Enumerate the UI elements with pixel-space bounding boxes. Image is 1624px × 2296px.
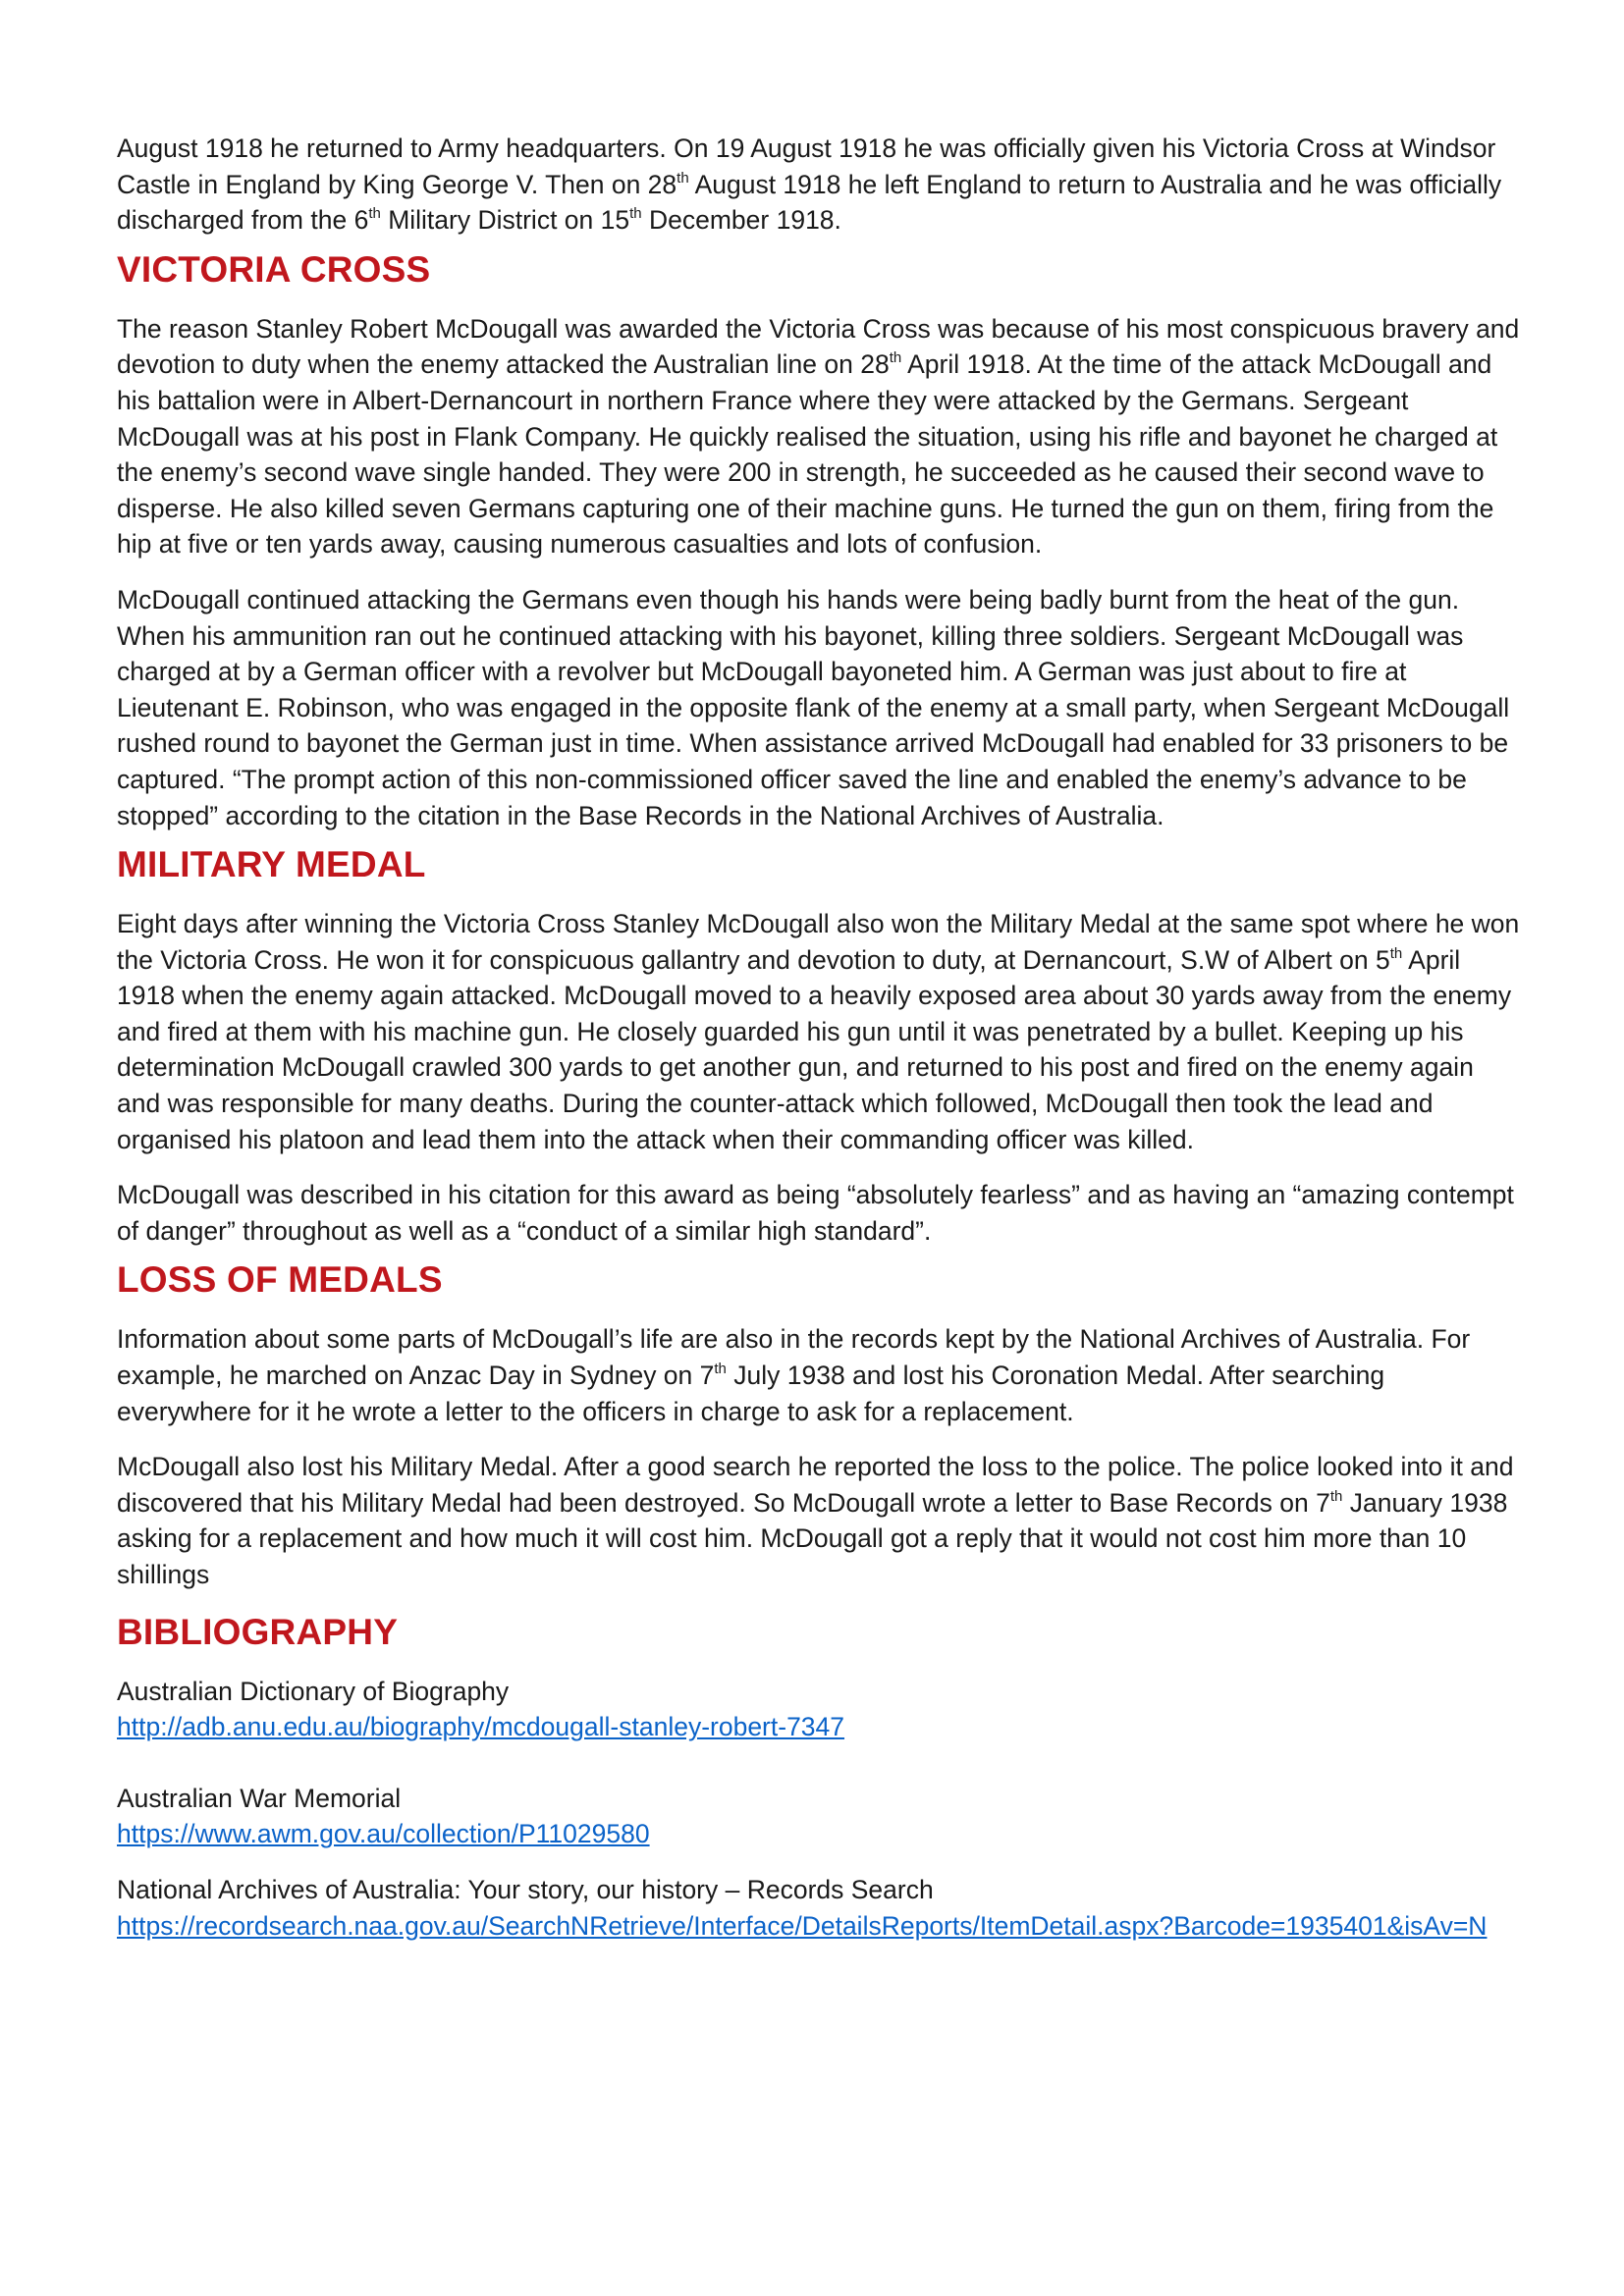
intro-paragraph: August 1918 he returned to Army headquarters. On 19 August 1918 he was officially given his Victoria Cross at Windsor Castle in England by King George V. Then on 28th August 1918 he left England to return to Australia and he was officially discharged from the 6th Military District on 15th December 1918. bbox=[117, 133, 1502, 236]
section-heading-bibliography: BIBLIOGRAPHY bbox=[117, 1611, 399, 1652]
bibliography-title: Australian War Memorial bbox=[117, 1783, 402, 1813]
section-heading-military-medal: MILITARY MEDAL bbox=[117, 844, 426, 885]
bibliography-entry bbox=[117, 1674, 1521, 1745]
section-heading-victoria-cross: VICTORIA CROSS bbox=[117, 248, 431, 290]
loss-of-medals-paragraph-1: Information about some parts of McDougall’s life are also in the records kept by the National Archives of Australia. For example, he marched on Anzac Day in Sydney on 7th July 1938 and lost his Coronation Medal. After searching everywhere for it he wrote a letter to the officers in charge to ask for a replacement. bbox=[117, 1324, 1471, 1426]
bibliography-title: National Archives of Australia: Your story, our history – Records Search bbox=[117, 1874, 934, 1904]
document-page bbox=[117, 131, 1521, 1944]
military-medal-paragraph-1: Eight days after winning the Victoria Cross Stanley McDougall also won the Military Medal at the same spot where he won the Victoria Cross. He won it for conspicuous gallantry and devotion to duty, at Dernancourt, S.W of Albert on 5th April 1918 when the enemy again attacked. McDougall moved to a heavily exposed area about 30 yards away from the enemy and fired at them with his machine gun. He closely guarded his gun until it was penetrated by a bullet. Keeping up his determination McDougall crawled 300 yards to get another gun, and returned to his post and fired on the enemy again and was responsible for many deaths. During the counter-attack which followed, McDougall then took the lead and organised his platoon and lead them into the attack when their commanding officer was killed. bbox=[117, 909, 1520, 1154]
victoria-cross-paragraph-2: McDougall continued attacking the Germans even though his hands were being badly burnt from the heat of the gun. When his ammunition ran out he continued attacking with his bayonet, killing three soldiers. Sergeant McDougall was charged at by a German officer with a revolver but McDougall bayoneted him. A German was just about to fire at Lieutenant E. Robinson, who was engaged in the opposite flank of the enemy at a small party, when Sergeant McDougall rushed round to bayonet the German just in time. When assistance arrived McDougall had enabled for 33 prisoners to be captured. “The prompt action of this non-commissioned officer saved the line and enabled the enemy’s advance to be stopped” according to the citation in the Base Records in the National Archives of Australia. bbox=[117, 584, 1510, 830]
bibliography-link[interactable]: https://recordsearch.naa.gov.au/SearchNRetrieve/Interface/DetailsReports/ItemDetail.aspx?Barcode=1935401&isAv=N bbox=[117, 1910, 1488, 1941]
victoria-cross-paragraph-1: The reason Stanley Robert McDougall was awarded the Victoria Cross was because of his most conspicuous bravery and devotion to duty when the enemy attacked the Australian line on 28th April 1918. At the time of the attack McDougall and his battalion were in Albert-Dernancourt in northern France where they were attacked by the Germans. Sergeant McDougall was at his post in Flank Company. He quickly realised the situation, using his rifle and bayonet he charged at the enemy’s second wave single handed. They were 200 in strength, he succeeded as he caused their second wave to disperse. He also killed seven Germans capturing one of their machine guns. He turned the gun on them, firing from the hip at five or ten yards away, causing numerous casualties and lots of confusion. bbox=[117, 313, 1520, 560]
military-medal-paragraph-2: McDougall was described in his citation for this award as being “absolutely fearless” and as having an “amazing contempt of danger” throughout as well as a “conduct of a similar high standard”. bbox=[117, 1180, 1514, 1246]
bibliography-link[interactable]: http://adb.anu.edu.au/biography/mcdougall-stanley-robert-7347 bbox=[117, 1712, 845, 1742]
bibliography-entry bbox=[117, 1872, 1521, 1944]
bibliography-title: Australian Dictionary of Biography bbox=[117, 1676, 510, 1706]
bibliography-link[interactable]: https://www.awm.gov.au/collection/P11029580 bbox=[117, 1819, 650, 1849]
loss-of-medals-paragraph-2: McDougall also lost his Military Medal. After a good search he reported the loss to the police. The police looked into it and discovered that his Military Medal had been destroyed. So McDougall wrote a letter to Base Records on 7th January 1938 asking for a replacement and how much it will cost him. McDougall got a reply that it would not cost him more than 10 shillings bbox=[117, 1452, 1514, 1589]
section-heading-loss-of-medals: LOSS OF MEDALS bbox=[117, 1259, 443, 1301]
bibliography-entry bbox=[117, 1781, 1521, 1852]
